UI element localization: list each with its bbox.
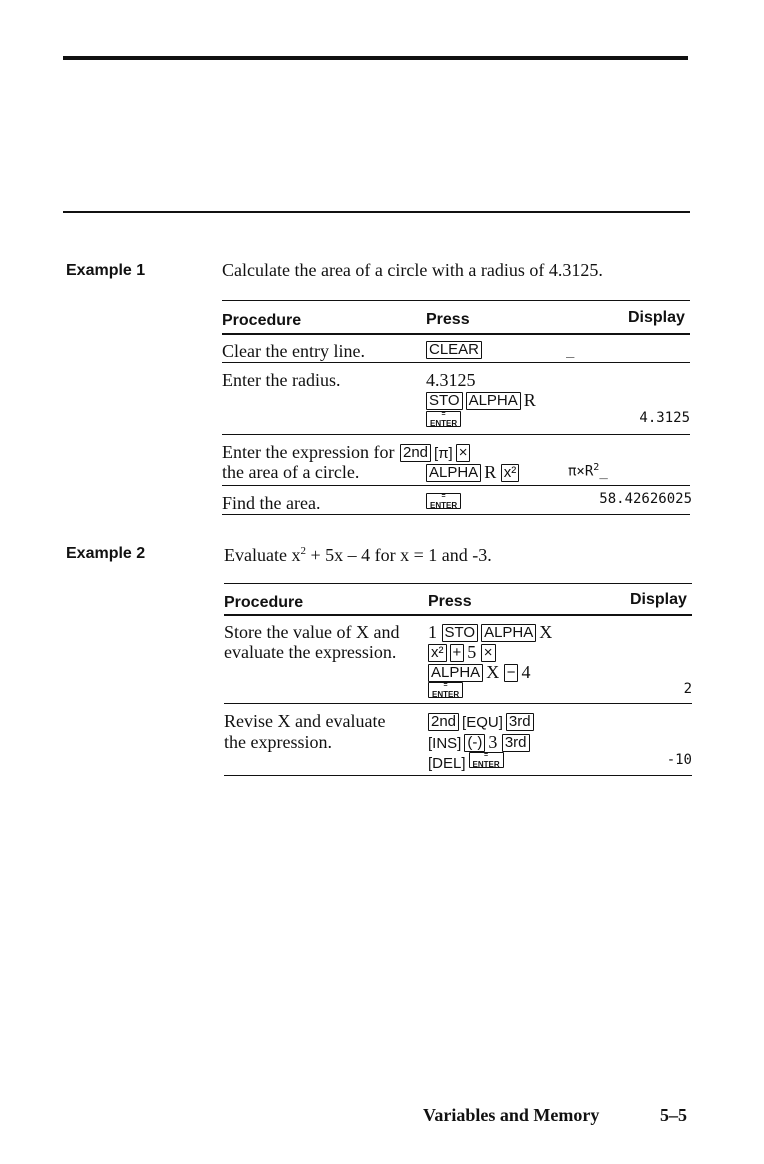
table-1-row-1-display: _ [566, 342, 575, 358]
del-bracket-label: [DEL] [428, 755, 466, 772]
x-squared-key-icon: x² [501, 464, 520, 482]
table-1-row-4-procedure: Find the area. [222, 493, 321, 513]
alpha-key-icon: ALPHA [428, 664, 483, 682]
pi-bracket-label: [π] [434, 445, 453, 462]
table-2-row-1-press-line-3: ALPHA X − 4 [428, 662, 530, 683]
table-1-header-rule [222, 333, 690, 335]
table-1-row-2-press-keys [426, 390, 536, 411]
alpha-key-icon: ALPHA [466, 392, 521, 410]
example-1-label: Example 1 [66, 262, 146, 279]
table-1-row-3-procedure-line-2: the area of a circle. [222, 462, 360, 482]
table-2-row-2-press-line-2: [INS] (-) 3 3rd [428, 732, 533, 754]
table-1-row-2-display: 4.3125 [639, 410, 690, 426]
table-2-row-2-press-line-3 [428, 752, 507, 774]
table-2-row-2-press-line-1 [428, 711, 537, 733]
table-1-row-2-rule [222, 434, 690, 435]
3rd-key-icon: 3rd [502, 734, 530, 752]
table-1-row-3-press-line-1 [400, 442, 473, 464]
variable-x: X [539, 622, 553, 642]
variable-r: R [484, 462, 497, 482]
table-2-row-2-display: -10 [666, 752, 692, 768]
table-1-row-3-rule [222, 485, 690, 486]
enter-key-icon: = ENTER [426, 411, 461, 427]
3rd-key-icon: 3rd [506, 713, 534, 731]
table-2-row-1-display: 2 [683, 681, 692, 697]
variable-r: R [523, 390, 536, 410]
top-rule [63, 56, 688, 60]
table-1-row-1-press [426, 341, 485, 360]
alpha-key-icon: ALPHA [481, 624, 536, 642]
footer-page-number: 5–5 [660, 1105, 687, 1125]
table-1-row-4-display: 58.42626025 [599, 491, 692, 507]
table-2-row-1-rule [224, 703, 692, 704]
table-2-row-1-press-enter [428, 682, 466, 703]
section-rule [63, 211, 690, 213]
2nd-key-icon: 2nd [400, 444, 431, 462]
2nd-key-icon: 2nd [428, 713, 459, 731]
table-1-top-rule [222, 300, 690, 301]
sto-key-icon: STO [442, 624, 479, 642]
table-1-header-press: Press [426, 311, 470, 328]
table-1-row-2-press-value: 4.3125 [426, 370, 476, 390]
table-1-bottom-rule [222, 514, 690, 515]
table-2-row-1-press-line-1: 1 STO ALPHA X [428, 622, 553, 642]
table-1-row-1-rule [222, 362, 690, 363]
table-1-row-1-procedure: Clear the entry line. [222, 341, 365, 361]
table-1-row-3-procedure-line-1: Enter the expression for [222, 442, 395, 462]
table-1-row-3-display: $\pi\times R^2\_$ [568, 462, 608, 480]
example-1-description: Calculate the area of a circle with a radius of 4.3125. [222, 260, 603, 280]
table-1-row-2-procedure: Enter the radius. [222, 370, 341, 390]
example-2-label: Example 2 [66, 545, 146, 562]
table-2-row-2-procedure-line-2: the expression. [224, 732, 332, 752]
x-squared-key-icon: x² [428, 644, 447, 662]
table-2-bottom-rule [224, 775, 692, 776]
table-2-row-1-procedure-line-2: evaluate the expression. [224, 642, 397, 662]
table-1-row-3-press-line-2 [426, 462, 522, 483]
variable-x: X [486, 662, 500, 682]
table-2-row-1-press-line-2: x² + 5 × [428, 642, 499, 663]
ins-bracket-label: [INS] [428, 735, 462, 752]
table-2-top-rule [224, 583, 692, 584]
table-2-row-2-procedure-line-1: Revise X and evaluate [224, 711, 386, 731]
minus-key-icon: − [504, 664, 519, 682]
table-1-header-procedure: Procedure [222, 312, 302, 329]
table-2-header-display: Display [630, 591, 687, 608]
times-key-icon: × [481, 644, 496, 662]
table-2-header-press: Press [428, 593, 472, 610]
clear-key-icon: CLEAR [426, 341, 482, 359]
enter-key-icon: = ENTER [428, 682, 463, 698]
equ-bracket-label: [EQU] [462, 714, 503, 731]
enter-key-icon: = ENTER [469, 752, 504, 768]
table-1-row-4-press [426, 493, 464, 514]
alpha-key-icon: ALPHA [426, 464, 481, 482]
enter-key-icon: = ENTER [426, 493, 461, 509]
table-2-header-rule [224, 614, 692, 616]
negative-key-icon: (-) [464, 734, 485, 752]
plus-key-icon: + [450, 644, 465, 662]
table-1-header-display: Display [628, 309, 685, 326]
table-1-row-2-press-enter [426, 411, 464, 432]
sto-key-icon: STO [426, 392, 463, 410]
table-2-header-procedure: Procedure [224, 594, 304, 611]
table-2-row-1-procedure-line-1: Store the value of X and [224, 622, 400, 642]
example-2-description: Evaluate $x^2 + 5x - 4$ for x = 1 and -3. [224, 545, 492, 565]
footer-section-title: Variables and Memory [423, 1105, 600, 1125]
times-key-icon: × [456, 444, 471, 462]
